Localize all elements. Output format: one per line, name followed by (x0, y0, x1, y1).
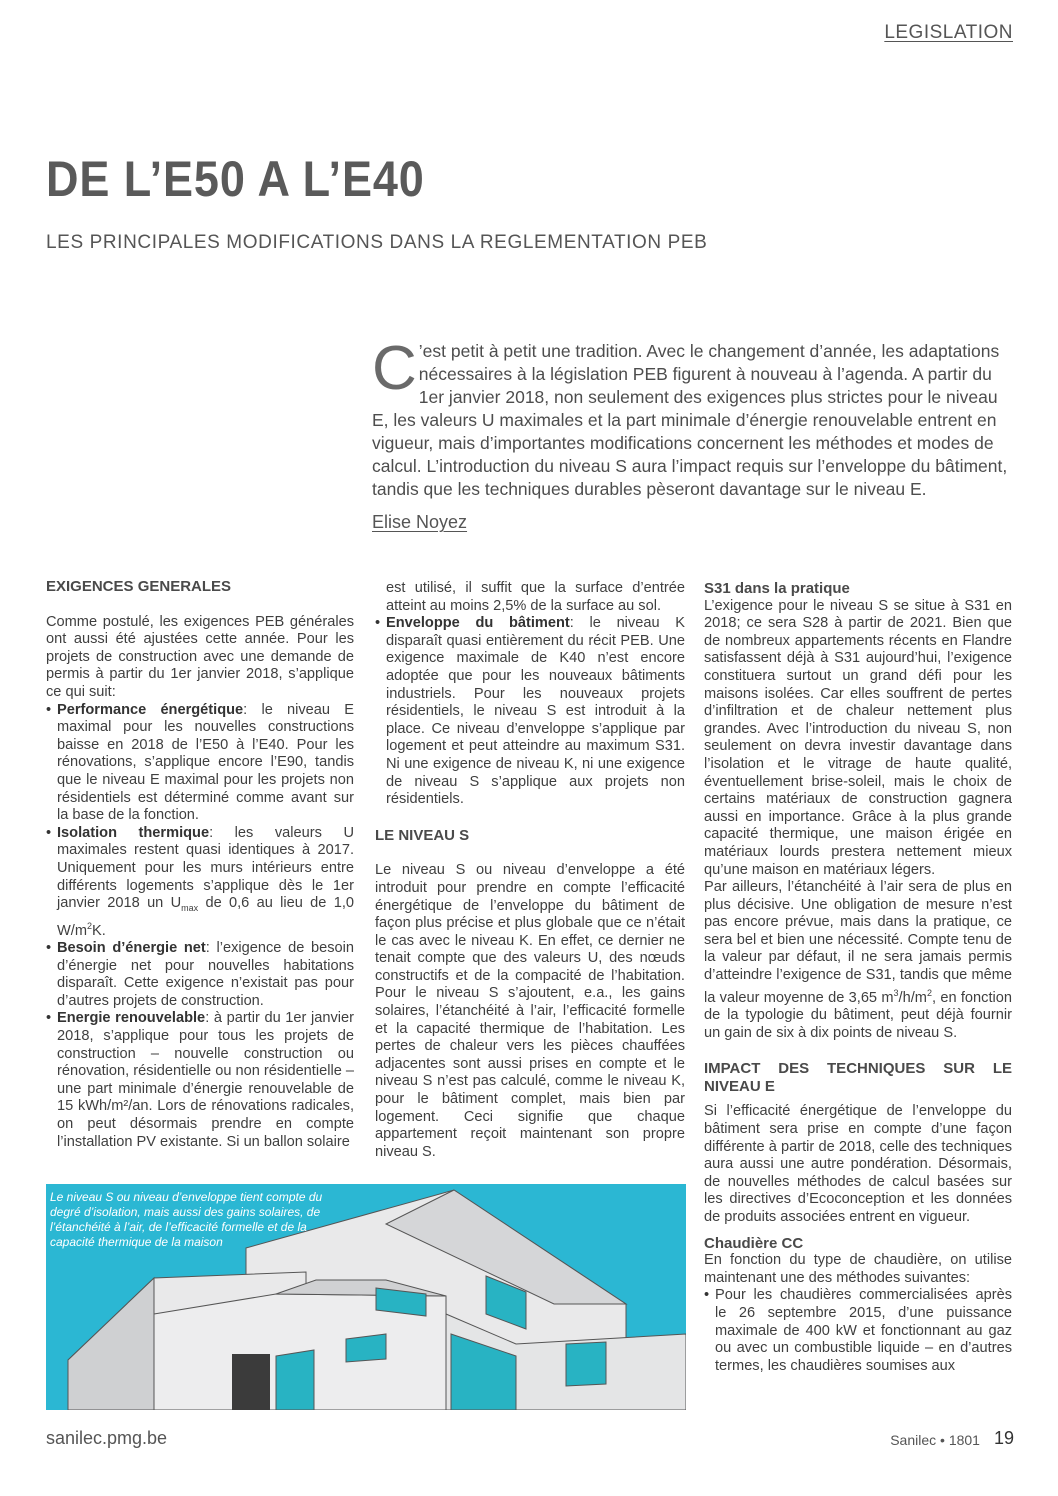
list-item: • Pour les chaudières commercialisées après le 26 septembre 2015, d’une puissance maximale de 400 kW et fonctionnant au gaz ou avec un combustible liquide – en d’autres termes, les chaudières soumises aux (704, 1287, 1012, 1375)
dropcap: C (372, 334, 417, 403)
door (232, 1354, 270, 1410)
paragraph: Comme postulé, les exigences PEB générales ont aussi été ajustées cette année. Pour les projets de construction avec une demande de permis à partir du 1er janvier 2018, s’applique ce qui suit: (46, 613, 354, 700)
list-item: • Performance énergétique: le niveau E maximal pour les nouvelles constructions baisse en 2018 de l’E50 à l’E40. Pour les rénovations, s’applique encore l’E90, tandis que le niveau E maximal pour les projets non résidentiels est déterminé comme avant sur la base de la fonction. (46, 702, 354, 825)
window (276, 1350, 314, 1410)
heading-chaudiere: Chaudière CC (704, 1234, 804, 1252)
list-item: • Enveloppe du bâtiment: le niveau K disparaît quasi entièrement du récit PEB. Une exigence maximale de K40 n’est encore adoptée que pour les nouveaux bâtiments industriels. Pour les nouveaux projets résidentiels, le niveau S est introduit à la place. Ce niveau d’enveloppe s’applique par logement et peut atteindre au maximum S31. Ni une exigence de niveau K, ni une exigence de niveau S s’applique aux projets non résidentiels. (375, 615, 685, 809)
heading-impact: IMPACT DES TECHNIQUES SUR LE NIVEAU E (704, 1060, 1012, 1095)
list-item: • Energie renouvelable: à partir du 1er janvier 2018, s’applique pour tous les projets de construction – nouvelle construction ou rénovation, résidentielle ou non résidentielle – une part minimale d’énergie renouvelable de 15 kWh/m²/an. Lors de rénovations radicales, on peut désormais prendre en compte l’installation PV existante. Si un ballon solaire (46, 1010, 354, 1151)
bullet-list (704, 1287, 1012, 1375)
article-intro (372, 334, 1012, 501)
author-link[interactable]: Elise Noyez (372, 512, 468, 532)
list-item: • Besoin d’énergie net: l’exigence de besoin d’énergie net pour nouvelles habitations disparaît. Cette exigence n’existait pas pour d’autres projets de construction. (46, 940, 354, 1010)
article-subtitle: LES PRINCIPALES MODIFICATIONS DANS LA REGLEMENTATION PEB (46, 232, 708, 253)
bullet-list (46, 702, 354, 1152)
footer-magazine: Sanilec • 1801 (890, 1432, 980, 1448)
heading-niveau-s: LE NIVEAU S (375, 826, 470, 844)
paragraph: Par ailleurs, l’étanchéité à l’air sera de plus en plus décisive. Une obligation de mesure n’est pas encore prévue, mais dans la pratique, ce sera bel et bien une nécessité. Compte tenu de la valeur par défaut, il ne sera jamais permis d’atteindre l’exigence de S31, tandis que même la valeur moyenne de 3,65 $m^3/h/m^2$, en fonction de la typologie du bâtiment, peut déjà fournir un gain de six à dix points de niveau S. (704, 879, 1012, 1041)
paragraph: En fonction du type de chaudière, on utilise maintenant une des méthodes suivantes: (704, 1252, 1012, 1286)
paragraph: L’exigence pour le niveau S se situe à S31 en 2018; ce sera S28 à partir de 2021. Bien que de nombreux appartements récents en Flandre satisfassent déjà à S31 aujourd’hui, l’exigence constituera surtout un grand défi pour les maisons isolées. Car elles souffrent de pertes d’infiltration et de chaleur nettement plus grandes. Avec l’introduction du niveau S, non seulement on devra investir davantage dans l’isolation et le vitrage de haute qualité, éventuellement brise-soleil, mais le choix de certains matériaux de construction gagnera aussi en importance. Grâce à la plus grande capacité thermique, une maison érigée en matériaux lourds prestera nettement mieux qu’une maison en matériaux légers. (704, 597, 1012, 878)
intro-text: ’est petit à petit une tradition. Avec le changement d’année, les adaptations nécessaires à la législation PEB figurent à nouveau à l’agenda. A partir du 1er janvier 2018, non seulement des exigences plus strictes pour le niveau E, les valeurs U maximales et la part minimale d’énergie renouvelable entrent en vigueur, mais d’importantes modifications concernent les méthodes et modes de calcul. L’introduction du niveau S aura l’impact requis sur l’enveloppe du bâtiment, tandis que les techniques durables pèseront davantage sur le niveau E. (372, 341, 1008, 499)
heading-exigences: EXIGENCES GENERALES (46, 578, 232, 595)
figure-caption: Le niveau S ou niveau d’enveloppe tient compte du degré d’isolation, mais aussi des gains solaires, de l’étanchéité à l’air, de l’efficacité formelle et de la capacité thermique de la maison (50, 1190, 323, 1249)
section-tag: LEGISLATION (884, 22, 1013, 43)
article-title: DE L’E50 A L’E40 (46, 151, 425, 207)
paragraph: Le niveau S ou niveau d’enveloppe a été introduit pour prendre en compte l’efficacité énergétique de l’enveloppe du bâtiment de façon plus précise et plus globale que ce n’était le cas avec le niveau K. En effet, ce dernier ne tenait compte que des valeurs U, des nœuds constructifs et de la compacité de l’habitation. Pour le niveau S s’ajoutent, e.a., les gains solaires, l’étanchéité à l’air, l’efficacité formelle et la capacité thermique de l’habitation. Les pertes de chaleur vers les pièces chauffées adjacentes sont aussi prises en compte et le niveau S n’est pas calculé, comme le niveau K, pour le bâtiment complet, mais bien par logement. Ceci signifie que chaque appartement reçoit maintenant son propre niveau S. (375, 862, 685, 1160)
column-2 (375, 580, 685, 1161)
column-1 (46, 578, 354, 1151)
page-number: 19 (993, 1428, 1014, 1448)
list-item: • Isolation thermique: les valeurs U maximales restent quasi identiques à 2017. Uniquement pour les murs intérieurs entre différents logements s’applique dès le 1er janvier 2018 un $U_{max}$ de 0,6 au lieu de 1,0 $W/m^2K$. (46, 825, 354, 940)
paragraph: Si l’efficacité énergétique de l’enveloppe du bâtiment sera prise en compte d’une façon différente à partir de 2018, celle des techniques aura aussi une autre pondération. Désormais, de nouvelles méthodes de calcul basées sur les directives d’Ecoconception et les données de produits associées entrent en vigueur. (704, 1103, 1012, 1226)
footer-site-link[interactable]: sanilec.pmg.be (46, 1428, 168, 1448)
bullet-list (375, 615, 685, 809)
heading-s31: S31 dans la pratique (704, 580, 850, 597)
window (566, 1342, 606, 1386)
column-3 (704, 580, 1012, 1375)
window (346, 1334, 386, 1362)
house-illustration (46, 1184, 686, 1410)
paragraph: est utilisé, il suffit que la surface d’entrée atteint au moins 2,5% de la surface au sol. (386, 580, 685, 614)
